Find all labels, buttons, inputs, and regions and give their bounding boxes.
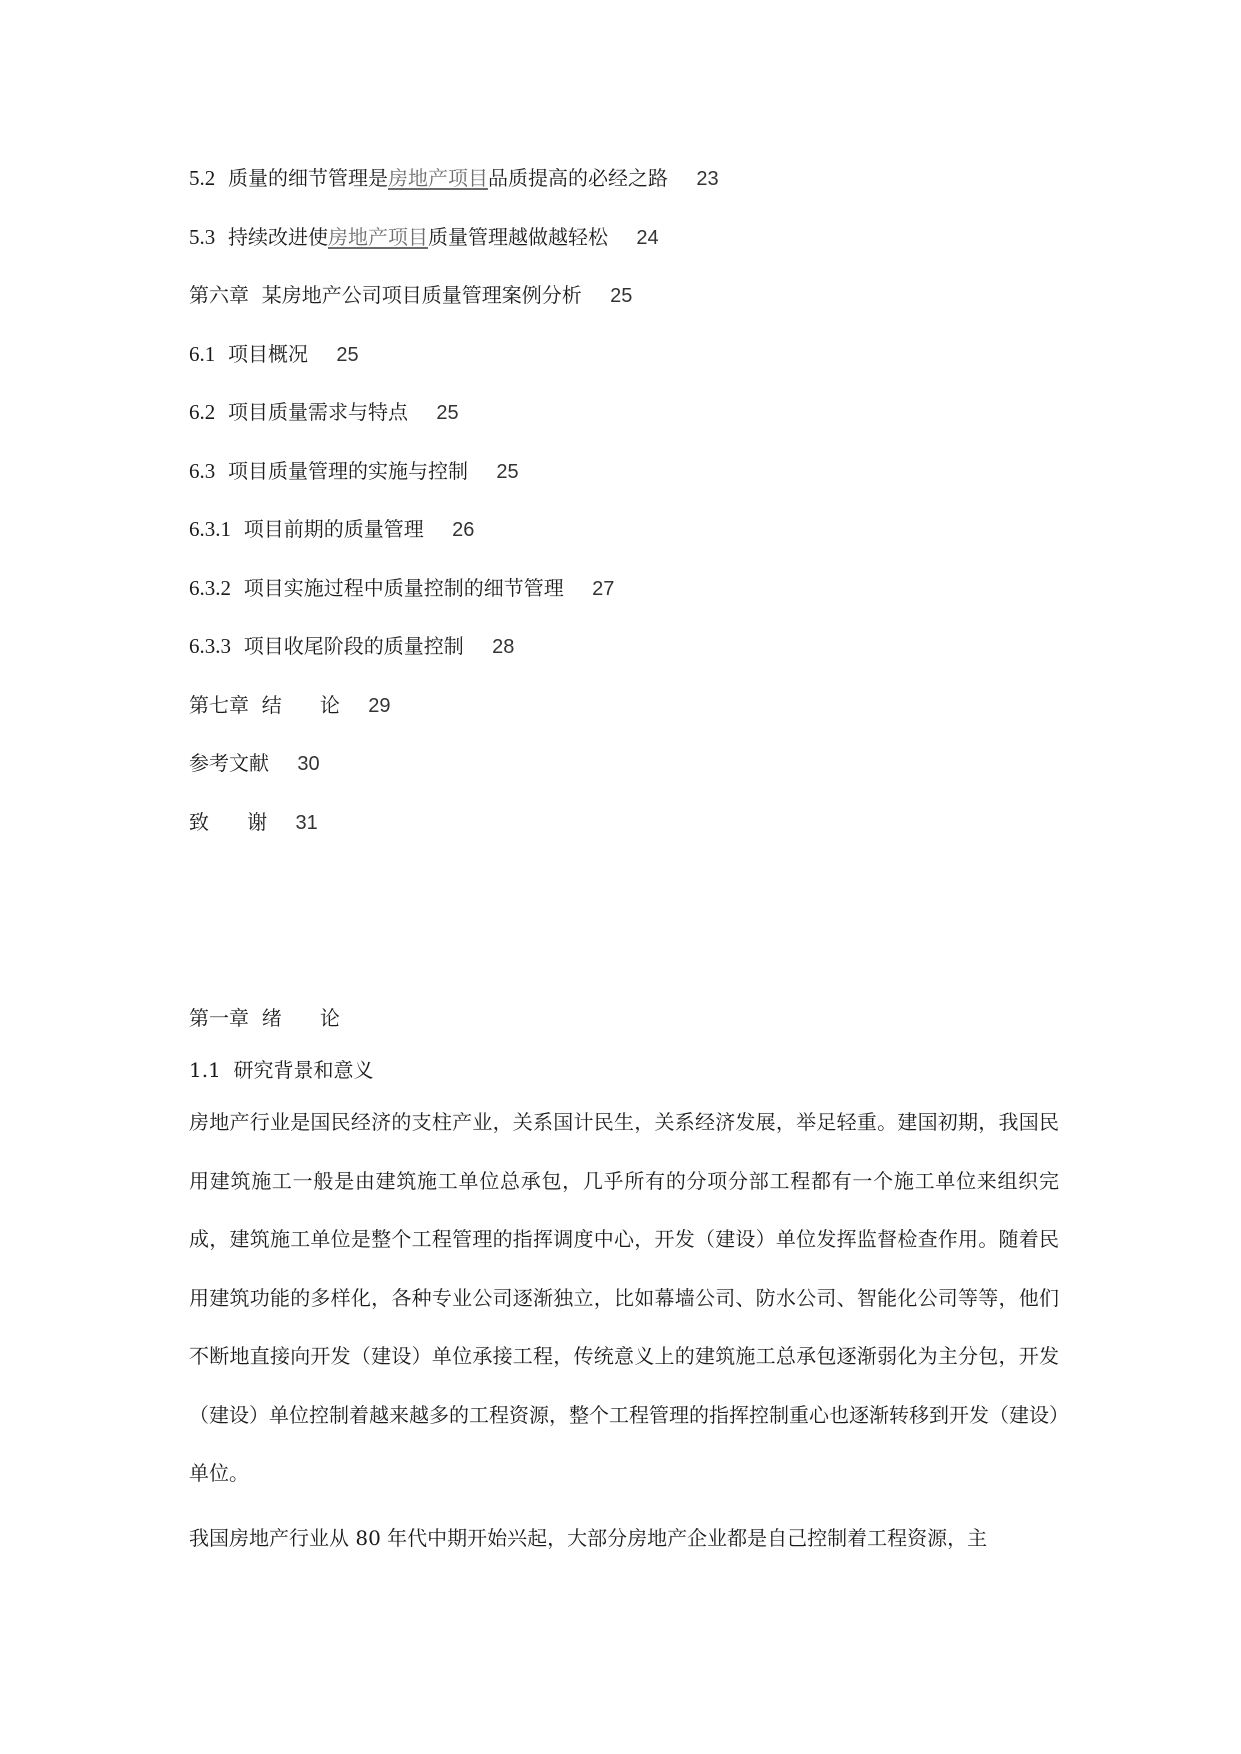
- toc-entry[interactable]: [189, 160, 1069, 219]
- toc-entry-page: 25: [336, 343, 359, 366]
- toc-entry-page: 25: [436, 402, 459, 424]
- toc-entry-page: 24: [636, 226, 659, 249]
- toc-entry[interactable]: [189, 570, 1069, 629]
- toc-entry-title: 第六章 某房地产公司项目质量管理案例分析: [189, 283, 582, 307]
- toc-entry-page: 23: [696, 168, 719, 190]
- toc-entry-number: 6.3: [189, 458, 216, 483]
- toc-entry[interactable]: [189, 511, 1069, 570]
- toc-entry-title: 致 谢: [189, 809, 268, 834]
- real-estate-project-link[interactable]: 房地产项目: [327, 224, 428, 249]
- chapter-body: [189, 1000, 1059, 1573]
- toc-entry-page: 26: [452, 519, 475, 541]
- chapter-heading: 第一章 绪 论: [189, 1006, 340, 1030]
- toc-entry[interactable]: [189, 219, 1069, 278]
- toc-entry-page: 31: [295, 811, 318, 834]
- toc-entry[interactable]: [189, 628, 1069, 687]
- toc-entry-number: 6.2: [189, 400, 216, 424]
- body-paragraph: 我国房地产行业从 80 年代中期开始兴起，大部分房地产企业都是自己控制着工程资源，主: [189, 1525, 988, 1550]
- toc-entry-number: 6.3.2: [189, 575, 231, 600]
- toc-entry[interactable]: [189, 804, 1069, 863]
- toc-entry-title: 参考文献: [189, 751, 269, 775]
- toc-entry-title: 质量的细节管理是房地产项目品质提高的必经之路: [227, 166, 668, 190]
- toc-entry-title: 项目质量管理的实施与控制: [227, 458, 468, 483]
- toc-entry-number: 6.3.3: [189, 634, 231, 658]
- toc-entry[interactable]: [189, 745, 1069, 804]
- toc-entry-number: 6.3.1: [189, 517, 231, 541]
- toc-entry[interactable]: [189, 687, 1069, 746]
- toc-entry-title: 项目概况: [227, 341, 308, 366]
- toc-entry[interactable]: [189, 277, 1069, 336]
- real-estate-project-link[interactable]: 房地产项目: [387, 166, 488, 190]
- toc-entry-title: 项目前期的质量管理: [243, 517, 424, 541]
- toc-entry-page: 25: [610, 285, 633, 307]
- toc-entry-title: 持续改进使房地产项目质量管理越做越轻松: [227, 224, 608, 249]
- toc-entry-title: 项目收尾阶段的质量控制: [243, 634, 464, 658]
- toc-entry-number: 6.1: [189, 341, 216, 366]
- toc-entry-page: 28: [492, 636, 515, 658]
- toc-entry-page: 29: [368, 694, 391, 717]
- toc-entry-title: 项目实施过程中质量控制的细节管理: [243, 575, 564, 600]
- toc-entry[interactable]: [189, 336, 1069, 395]
- toc-entry-page: 25: [496, 460, 519, 483]
- table-of-contents: [189, 160, 1069, 862]
- toc-entry-number: 5.3: [189, 224, 216, 249]
- toc-entry-page: 30: [297, 753, 320, 775]
- toc-entry-page: 27: [592, 577, 615, 600]
- toc-entry-number: 5.2: [189, 166, 216, 190]
- body-paragraph: 房地产行业是国民经济的支柱产业，关系国计民生，关系经济发展，举足轻重。建国初期，我国民用建筑施工一般是由建筑施工单位总承包，几乎所有的分项分部工程都有一个施工单位来组织完成，建筑施工单位是整个工程管理的指挥调度中心，开发（建设）单位发挥监督检查作用。随着民用建筑功能的多样化，各种专业公司逐渐独立，比如幕墙公司、防水公司、智能化公司等等，他们不断地直接向开发（建设）单位承接工程，传统意义上的建筑施工总承包逐渐弱化为主分包，开发（建设）单位控制着越来越多的工程资源，整个工程管理的指挥控制重心也逐渐转移到开发（建设）单位。: [189, 1110, 1059, 1485]
- toc-entry-title: 第七章 结 论: [189, 692, 340, 717]
- section-heading: 1.1 研究背景和意义: [189, 1058, 374, 1082]
- toc-entry[interactable]: [189, 394, 1069, 453]
- toc-entry[interactable]: [189, 453, 1069, 512]
- toc-entry-title: 项目质量需求与特点: [227, 400, 408, 424]
